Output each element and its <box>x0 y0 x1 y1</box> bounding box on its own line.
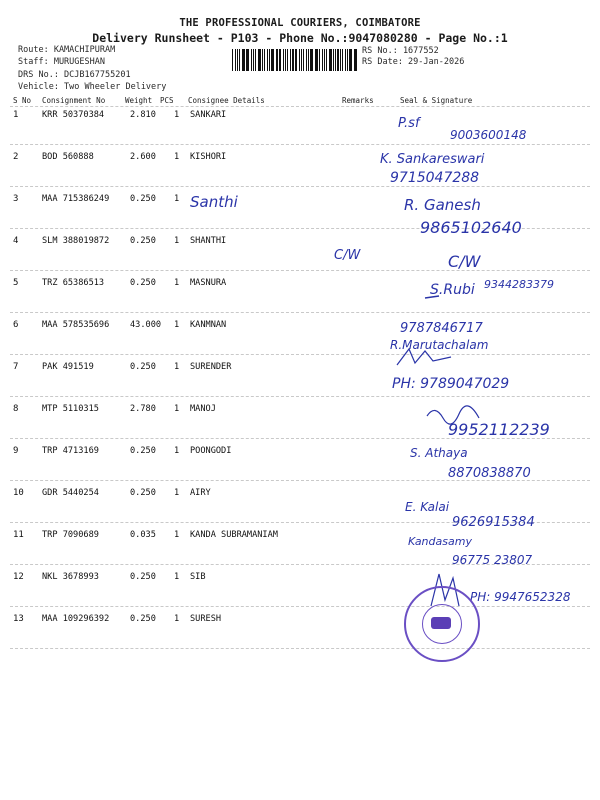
barcode-bar <box>232 49 233 71</box>
row-sno: 3 <box>13 194 19 204</box>
row-consignment-no: BOD 560888 <box>42 152 94 162</box>
col-seal-signature: Seal & Signature <box>400 96 473 105</box>
row-divider <box>10 648 590 649</box>
handwritten-phone: PH: 9947652328 <box>470 590 571 604</box>
handwritten-note: P.sf <box>398 116 420 131</box>
row-consignment-no: SLM 388019872 <box>42 236 110 246</box>
barcode-bar <box>324 49 326 71</box>
barcode-bar <box>279 49 281 71</box>
row-sno: 2 <box>13 152 19 162</box>
barcode-bar <box>306 49 307 71</box>
handwritten-phone: 9003600148 <box>450 128 527 142</box>
col-sno: S No <box>13 96 32 105</box>
handwritten-name: R.Marutachalam <box>390 338 489 352</box>
row-pcs: 1 <box>174 194 180 204</box>
row-sno: 11 <box>13 530 24 540</box>
handwritten-phone: 9952112239 <box>448 420 550 439</box>
row-divider <box>10 606 590 607</box>
runsheet-title: Delivery Runsheet - P103 - Phone No.:9047080280 - Page No.:1 <box>92 31 508 45</box>
row-consignment-no: GDR 5440254 <box>42 488 99 498</box>
barcode-bar <box>342 49 344 71</box>
seal-stamp-inner-ring <box>422 604 462 644</box>
barcode-bar <box>299 49 300 71</box>
row-pcs: 1 <box>174 530 180 540</box>
seal-stamp-core <box>431 617 451 629</box>
col-weight: Weight <box>125 96 153 105</box>
signature-dash <box>423 290 463 306</box>
row-weight: 43.000 <box>130 320 162 330</box>
row-weight: 0.250 <box>130 194 156 204</box>
signature-scribble <box>395 343 455 373</box>
col-remarks: Remarks <box>342 96 374 105</box>
row-consignee: SHANTHI <box>190 236 227 246</box>
row-pcs: 1 <box>174 614 180 624</box>
handwritten-name: K. Sankareswari <box>380 152 485 167</box>
row-weight: 2.810 <box>130 110 156 120</box>
col-pcs: PCS <box>160 96 174 105</box>
staff-label: Staff: MURUGESHAN <box>18 57 105 67</box>
row-weight: 0.250 <box>130 278 156 288</box>
seal-stamp <box>404 586 480 662</box>
row-pcs: 1 <box>174 236 180 246</box>
row-consignment-no: MAA 578535696 <box>42 320 110 330</box>
row-pcs: 1 <box>174 572 180 582</box>
barcode-bar <box>303 49 305 71</box>
barcode-bar <box>269 49 270 71</box>
row-pcs: 1 <box>174 488 180 498</box>
barcode-bar <box>310 49 312 71</box>
row-consignee: KANMNAN <box>190 320 227 330</box>
barcode-bar <box>345 49 346 71</box>
handwritten-name: S.Rubi <box>430 282 475 298</box>
row-consignee: SURESH <box>190 614 222 624</box>
barcode-bar <box>283 49 284 71</box>
handwritten-name: Santhi <box>190 193 238 211</box>
row-pcs: 1 <box>174 362 180 372</box>
barcode <box>232 49 358 71</box>
barcode-bar <box>319 49 320 71</box>
row-pcs: 1 <box>174 110 180 120</box>
row-consignment-no: MTP 5110315 <box>42 404 99 414</box>
handwritten-name: S. Athaya <box>410 446 468 460</box>
barcode-bar <box>308 49 309 71</box>
rs-date: RS Date: 29-Jan-2026 <box>362 57 465 67</box>
barcode-bar <box>315 49 316 71</box>
row-consignee: KANDA SUBRAMANIAM <box>190 530 278 540</box>
barcode-bar <box>253 49 254 71</box>
row-weight: 0.035 <box>130 530 156 540</box>
vehicle-label: Vehicle: Two Wheeler Delivery <box>18 82 167 92</box>
row-consignment-no: MAA 109296392 <box>42 614 110 624</box>
barcode-bar <box>340 49 341 71</box>
handwritten-remark: C/W <box>448 252 481 271</box>
row-consignment-no: NKL 3678993 <box>42 572 99 582</box>
row-sno: 1 <box>13 110 19 120</box>
barcode-bar <box>239 49 240 71</box>
row-pcs: 1 <box>174 320 180 330</box>
row-sno: 7 <box>13 362 19 372</box>
barcode-bar <box>295 49 297 71</box>
route-label: Route: KAMACHIPURAM <box>18 45 116 55</box>
row-divider <box>10 312 590 313</box>
barcode-bar <box>316 49 318 71</box>
row-sno: 4 <box>13 236 19 246</box>
barcode-bar <box>255 49 257 71</box>
row-consignee: SIB <box>190 572 206 582</box>
handwritten-phone: 96775 23807 <box>452 553 533 567</box>
barcode-bar <box>349 49 351 71</box>
row-sno: 10 <box>13 488 24 498</box>
row-divider <box>10 270 590 271</box>
row-consignee: SANKARI <box>190 110 227 120</box>
barcode-bar <box>235 49 237 71</box>
row-divider <box>10 144 590 145</box>
row-consignment-no: TRP 7090689 <box>42 530 99 540</box>
barcode-bar <box>237 49 238 71</box>
row-sno: 5 <box>13 278 19 288</box>
row-consignee: POONGODI <box>190 446 232 456</box>
row-consignment-no: TRZ 65386513 <box>42 278 105 288</box>
barcode-bar <box>337 49 339 71</box>
barcode-bar <box>290 49 291 71</box>
row-sno: 9 <box>13 446 19 456</box>
handwritten-remark: C/W <box>334 248 361 263</box>
row-divider <box>10 186 590 187</box>
barcode-bar <box>267 49 269 71</box>
row-pcs: 1 <box>174 446 180 456</box>
row-weight: 0.250 <box>130 488 156 498</box>
barcode-bar <box>246 49 247 71</box>
handwritten-name: Kandasamy <box>408 535 472 548</box>
barcode-bar <box>262 49 263 71</box>
barcode-bar <box>329 49 331 71</box>
row-consignee: SURENDER <box>190 362 232 372</box>
row-pcs: 1 <box>174 404 180 414</box>
barcode-bar <box>292 49 294 71</box>
row-consignment-no: TRP 4713169 <box>42 446 99 456</box>
barcode-bar <box>301 49 302 71</box>
drs-number: DRS No.: DCJB167755201 <box>18 70 131 80</box>
handwritten-name: R. Ganesh <box>404 196 481 214</box>
row-consignee: MASNURA <box>190 278 227 288</box>
row-consignee: MANOJ <box>190 404 216 414</box>
row-weight: 0.250 <box>130 572 156 582</box>
barcode-bar <box>264 49 265 71</box>
header-divider <box>10 106 590 107</box>
handwritten-phone: 9865102640 <box>420 218 522 237</box>
row-divider <box>10 354 590 355</box>
row-weight: 2.600 <box>130 152 156 162</box>
barcode-bar <box>276 49 277 71</box>
handwritten-name: E. Kalai <box>405 500 450 514</box>
barcode-bar <box>287 49 288 71</box>
handwritten-phone: 8870838870 <box>448 466 531 481</box>
row-consignee: AIRY <box>190 488 211 498</box>
row-consignment-no: KRR 50370384 <box>42 110 105 120</box>
barcode-bar <box>251 49 252 71</box>
col-consignee: Consignee Details <box>188 96 265 105</box>
row-weight: 0.250 <box>130 236 156 246</box>
barcode-bar <box>326 49 327 71</box>
row-pcs: 1 <box>174 278 180 288</box>
barcode-bar <box>285 49 287 71</box>
handwritten-phone: 9715047288 <box>390 170 480 186</box>
barcode-bar <box>322 49 323 71</box>
barcode-bar <box>242 49 244 71</box>
handwritten-phone: 9344283379 <box>484 278 554 291</box>
handwritten-phone: 9626915384 <box>452 515 535 530</box>
row-consignment-no: MAA 715386249 <box>42 194 110 204</box>
row-pcs: 1 <box>174 152 180 162</box>
row-divider <box>10 396 590 397</box>
row-weight: 0.250 <box>130 446 156 456</box>
barcode-bar <box>258 49 260 71</box>
handwritten-phone: 9787846717 <box>400 321 483 336</box>
row-sno: 6 <box>13 320 19 330</box>
barcode-bar <box>355 49 357 71</box>
barcode-bar <box>354 49 355 71</box>
row-consignee: KISHORI <box>190 152 227 162</box>
row-sno: 12 <box>13 572 24 582</box>
barcode-bar <box>335 49 336 71</box>
barcode-bar <box>333 49 334 71</box>
barcode-bar <box>277 49 278 71</box>
row-weight: 0.250 <box>130 362 156 372</box>
barcode-bar <box>347 49 348 71</box>
rs-number: RS No.: 1677552 <box>362 46 439 56</box>
barcode-bar <box>247 49 249 71</box>
barcode-bar <box>271 49 273 71</box>
row-consignment-no: PAK 491519 <box>42 362 94 372</box>
handwritten-phone: PH: 9789047029 <box>392 376 510 392</box>
signature-scribble <box>425 404 485 428</box>
row-weight: 0.250 <box>130 614 156 624</box>
col-consignment: Consignment No <box>42 96 106 105</box>
row-sno: 8 <box>13 404 19 414</box>
company-title: THE PROFESSIONAL COURIERS, COIMBATORE <box>179 17 421 29</box>
row-weight: 2.780 <box>130 404 156 414</box>
row-sno: 13 <box>13 614 24 624</box>
